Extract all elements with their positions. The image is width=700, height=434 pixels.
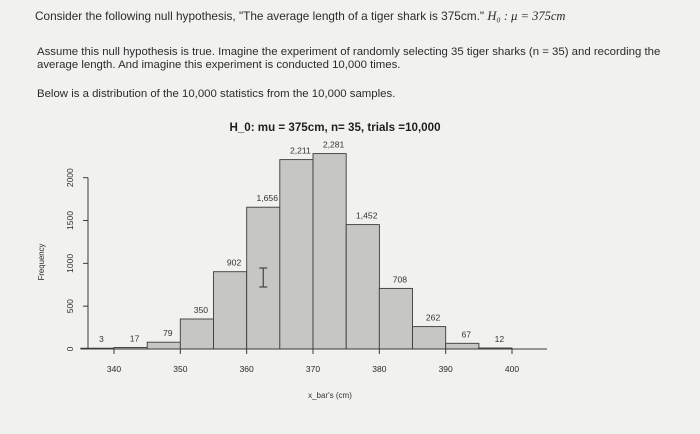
bar-345-350 [147,342,180,349]
bar-value-label: 79 [162,328,173,339]
bar-value-label: 262 [425,312,441,323]
y-tick-label: 0 [65,346,75,352]
null-hypothesis-formula: H₀ : μ = 375cm [487,9,566,23]
bar-value-label: 350 [193,305,209,315]
bar-value-label: 708 [392,274,408,285]
y-tick-label: 2000 [65,168,75,188]
bar-375-380 [346,225,379,349]
bar-value-label: 17 [129,333,140,344]
x-tick-label: 390 [438,364,453,374]
bar-value-label: 902 [226,257,242,268]
chart-title: H_0: mu = 375cm, n= 35, trials =10,000 [229,121,441,134]
x-axis [107,349,547,374]
bar-380-385 [379,288,412,349]
bar-value-label: 12 [494,334,505,344]
bar-355-360 [214,272,247,349]
bar-value-label: 1,656 [256,193,279,204]
bar-value-label: 2,281 [322,139,345,150]
y-axis [65,168,88,351]
bar-value-label: 2,211 [289,145,311,156]
bars-group [81,154,512,349]
bar-value-label: 67 [461,329,472,340]
question-text: Consider the following null hypothesis, "The average length of a tiger shark is 375cm." [35,9,485,23]
x-tick-label: 380 [372,364,387,374]
bar-350-355 [180,319,213,349]
bar-370-375 [313,154,346,349]
y-tick-label: 1500 [65,211,75,230]
bar-385-390 [413,327,446,349]
x-tick-label: 400 [504,364,520,374]
assumption-paragraph: Assume this null hypothesis is true. Imagine the experiment of randomly selecting 35 tiger sharks (n = 35) and recording the average length. And imagine this experiment is conducted 10,000 times. [37,46,661,71]
x-tick-label: 350 [173,364,188,374]
bar-365-370 [280,160,313,349]
y-axis-label: Frequency [37,243,46,281]
x-tick-label: 340 [106,364,122,374]
bar-390-395 [446,343,479,349]
x-tick-label: 360 [239,364,254,374]
x-tick-label: 370 [305,364,321,374]
y-tick-label: 500 [65,299,75,314]
x-axis-label: x_bar's (cm) [308,391,352,400]
bar-value-label: 1,452 [355,210,378,221]
y-tick-label: 1000 [65,253,75,273]
bar-value-label: 3 [99,334,104,345]
distribution-intro: Below is a distribution of the 10,000 statistics from the 10,000 samples. [37,88,396,100]
